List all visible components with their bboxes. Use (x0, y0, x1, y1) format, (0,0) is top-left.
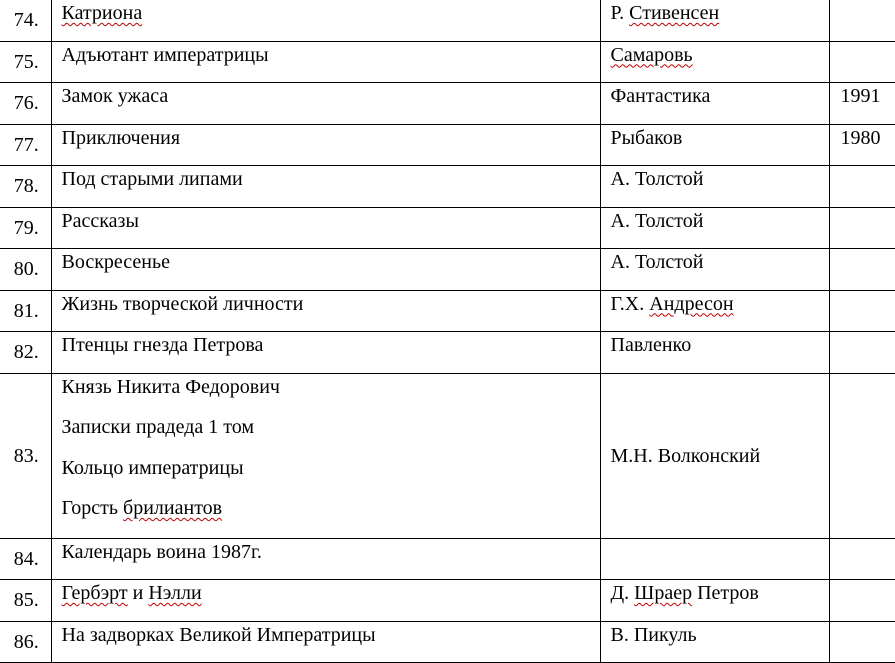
book-year (829, 538, 895, 580)
book-title: Рассказы (51, 207, 600, 249)
row-number: 85. (0, 580, 51, 622)
book-title: Жизнь творческой личности (51, 290, 600, 332)
book-title: Календарь воина 1987г. (51, 538, 600, 580)
table-row (0, 249, 895, 291)
row-number: 78. (0, 166, 51, 208)
book-title: Горсть брилиантов (61, 497, 223, 519)
book-title: Птенцы гнезда Петрова (51, 332, 600, 374)
table-row (0, 538, 895, 580)
row-number: 80. (0, 249, 51, 291)
row-number: 76. (0, 83, 51, 125)
row-number: 81. (0, 290, 51, 332)
book-title-list (51, 373, 600, 538)
book-title: Адъютант императрицы (51, 41, 600, 83)
table-row (0, 124, 895, 166)
book-author: Павленко (600, 332, 829, 374)
row-number: 84. (0, 538, 51, 580)
table-row (0, 290, 895, 332)
book-year (829, 0, 895, 41)
table-row (0, 621, 895, 663)
book-year (829, 580, 895, 622)
book-author: Рыбаков (600, 124, 829, 166)
table-row (0, 166, 895, 208)
book-year (829, 207, 895, 249)
book-title: Воскресенье (51, 249, 600, 291)
book-author: А. Толстой (600, 166, 829, 208)
book-year: 1991 (829, 83, 895, 125)
book-year (829, 249, 895, 291)
book-title: Под старыми липами (51, 166, 600, 208)
book-author: Р. Стивенсен (600, 0, 829, 41)
book-author: Г.Х. Андресон (600, 290, 829, 332)
book-title: Гербэрт и Нэлли (51, 580, 600, 622)
book-title: На задворках Великой Императрицы (51, 621, 600, 663)
book-year (829, 621, 895, 663)
row-number: 82. (0, 332, 51, 374)
book-author: Д. Шраер Петров (600, 580, 829, 622)
book-title: Приключения (51, 124, 600, 166)
book-title: Катриона (51, 0, 600, 41)
book-year (829, 332, 895, 374)
table-row (0, 41, 895, 83)
table-row (0, 83, 895, 125)
book-author: М.Н. Волконский (600, 373, 829, 538)
book-author (600, 538, 829, 580)
book-year: 1980 (829, 124, 895, 166)
row-number: 79. (0, 207, 51, 249)
table-row (0, 207, 895, 249)
book-author: А. Толстой (600, 249, 829, 291)
book-author: А. Толстой (600, 207, 829, 249)
book-author: Фантастика (600, 83, 829, 125)
row-number: 74. (0, 0, 51, 41)
table-row (0, 580, 895, 622)
book-title: Кольцо императрицы (61, 456, 244, 479)
book-title: Записки прадеда 1 том (61, 416, 255, 438)
row-number: 75. (0, 41, 51, 83)
row-number: 83. (0, 373, 51, 538)
row-number: 86. (0, 621, 51, 663)
table-row (0, 0, 895, 41)
book-year (829, 290, 895, 332)
table-row (0, 373, 895, 538)
book-author: В. Пикуль (600, 621, 829, 663)
book-title: Замок ужаса (51, 83, 600, 125)
row-number: 77. (0, 124, 51, 166)
book-author: Самаровь (600, 41, 829, 83)
book-year (829, 373, 895, 538)
book-title: Князь Никита Федорович (61, 375, 280, 398)
table-row (0, 332, 895, 374)
book-year (829, 41, 895, 83)
book-year (829, 166, 895, 208)
